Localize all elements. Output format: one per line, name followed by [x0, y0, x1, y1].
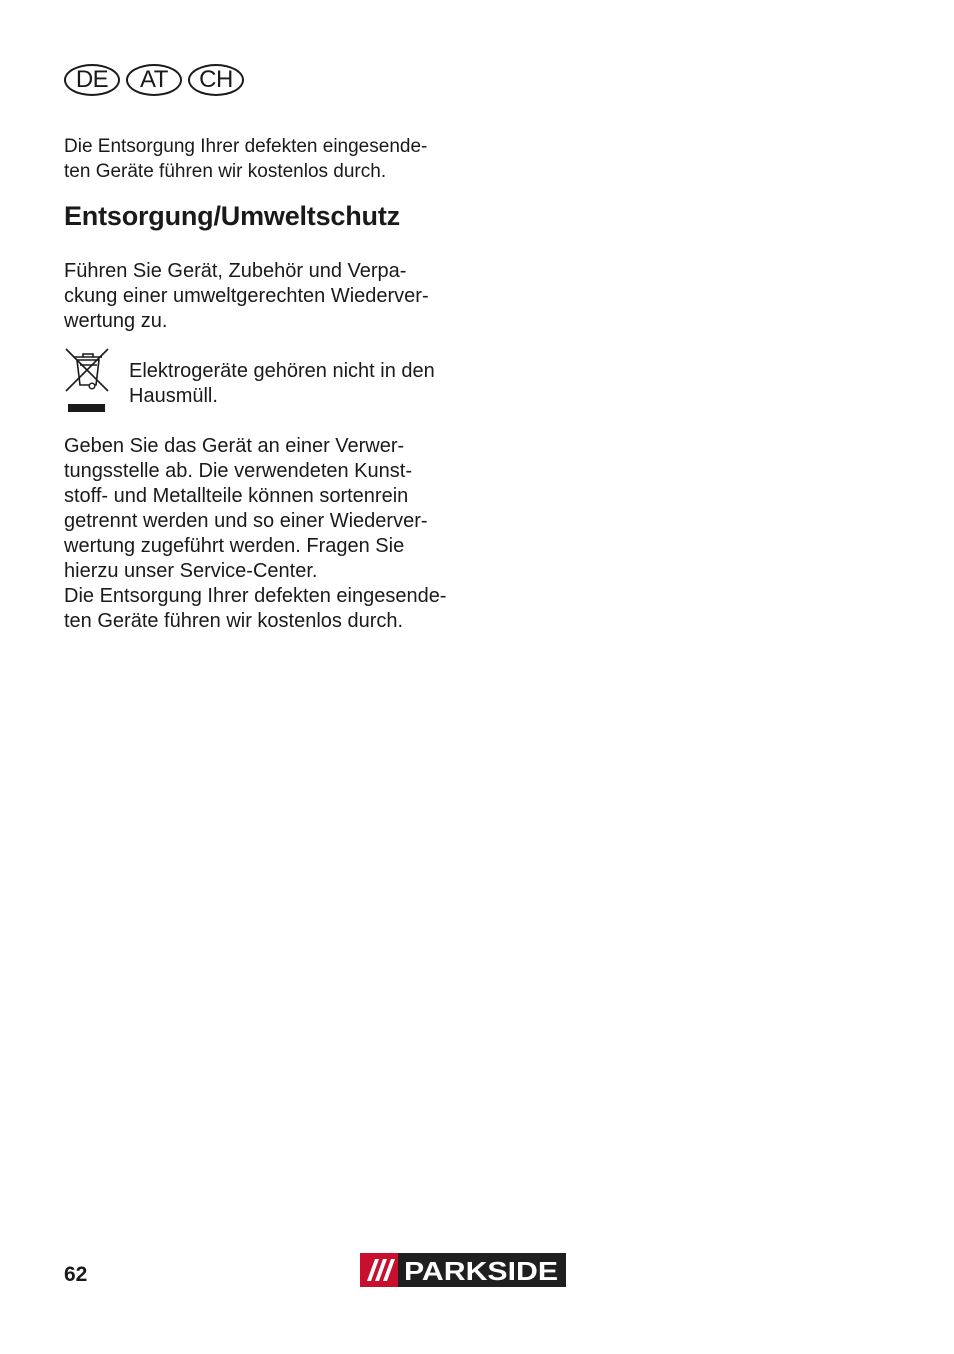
- disposal-paragraph: Geben Sie das Gerät an einer Verwer- tungsstelle ab. Die verwendeten Kunst- stoff- und Metallteile können sortenrein getrennt werden und so einer Wiederver- wertung zugeführt werden. Fragen Sie hierzu unser Service-Center. Die Entsorgung Ihrer defekten eingesende- ten Geräte führen wir kostenlos durch.: [64, 435, 447, 632]
- crossed-out-wheelie-bin-icon: [64, 347, 110, 413]
- parkside-logo: [360, 1253, 566, 1287]
- country-badge-at: AT: [126, 64, 182, 96]
- brand-wordmark: PARKSIDE: [404, 1256, 558, 1286]
- intro-text: Die Entsorgung Ihrer defekten eingesende- ten Geräte führen wir kostenlos durch.: [64, 136, 428, 182]
- disposal-paragraph-block: [64, 434, 464, 634]
- intro-text-block: [64, 134, 459, 184]
- country-badge-de: DE: [64, 64, 120, 96]
- country-badge-ch: CH: [188, 64, 244, 96]
- page-number: 62: [64, 1263, 88, 1286]
- country-badges: [64, 64, 244, 96]
- weee-notice: [129, 359, 459, 409]
- section-heading: Entsorgung/Umweltschutz: [64, 201, 400, 231]
- recycling-paragraph-block: [64, 259, 459, 334]
- recycling-paragraph: Führen Sie Gerät, Zubehör und Verpa- ckung einer umweltgerechten Wiederver- wertung zu.: [64, 260, 429, 332]
- weee-notice-text: Elektrogeräte gehören nicht in den Hausmüll.: [129, 360, 435, 407]
